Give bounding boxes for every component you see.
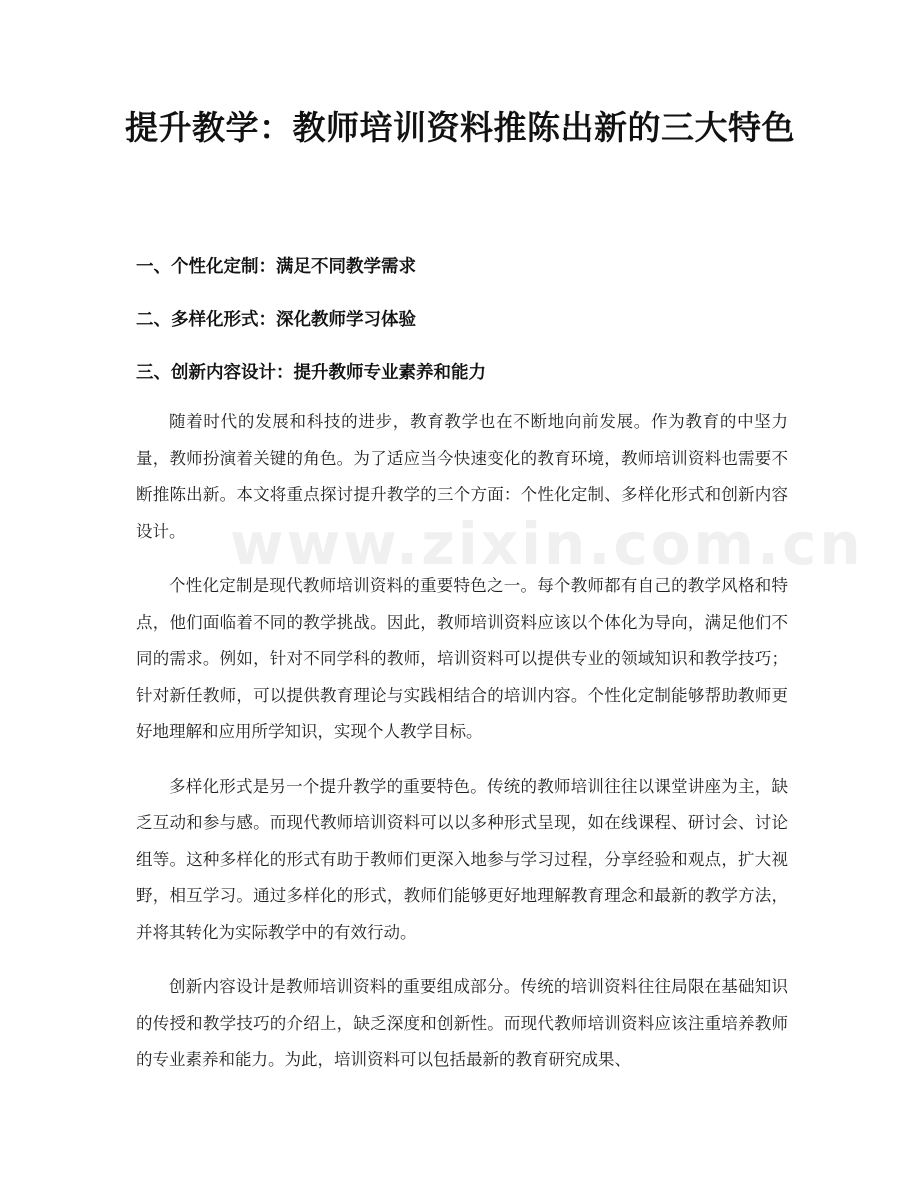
outline-list xyxy=(136,250,796,409)
paragraph-innovation: 创新内容设计是教师培训资料的重要组成部分。传统的培训资料往往局限在基础知识的传授和教学技巧的介绍上，缺乏深度和创新性。而现代教师培训资料应该注重培养教师的专业素养和能力。为此，培训资料可以包括最新的教育研究成果、 xyxy=(136,977,788,1069)
watermark: www.zixin.com.cn xyxy=(230,510,864,578)
outline-item-2: 二、多样化形式：深化教师学习体验 xyxy=(136,310,416,330)
document-title: 提升教学：教师培训资料推陈出新的三大特色 xyxy=(125,108,795,147)
outline-item-1: 一、个性化定制：满足不同教学需求 xyxy=(136,257,416,277)
body-text xyxy=(136,404,864,1097)
paragraph-intro: 随着时代的发展和科技的进步，教育教学也在不断地向前发展。作为教育的中坚力量，教师扮演着关键的角色。为了适应当今快速变化的教育环境，教师培训资料也需要不断推陈出新。本文将重点探讨提升教学的三个方面：个性化定制、多样化形式和创新内容设计。 xyxy=(136,412,788,541)
paragraph-diversity: 多样化形式是另一个提升教学的重要特色。传统的教师培训往往以课堂讲座为主，缺乏互动和参与感。而现代教师培训资料可以以多种形式呈现，如在线课程、研讨会、讨论组等。这种多样化的形式有助于教师们更深入地参与学习过程，分享经验和观点，扩大视野，相互学习。通过多样化的形式，教师们能够更好地理解教育理念和最新的教学方法，并将其转化为实际教学中的有效行动。 xyxy=(136,776,788,942)
paragraph-personalization: 个性化定制是现代教师培训资料的重要特色之一。每个教师都有自己的教学风格和特点，他们面临着不同的教学挑战。因此，教师培训资料应该以个体化为导向，满足他们不同的需求。例如，针对不同学科的教师，培训资料可以提供专业的领域知识和教学技巧；针对新任教师，可以提供教育理论与实践相结合的培训内容。个性化定制能够帮助教师更好地理解和应用所学知识，实现个人教学目标。 xyxy=(136,576,788,741)
outline-item-3: 三、创新内容设计：提升教师专业素养和能力 xyxy=(136,363,486,383)
